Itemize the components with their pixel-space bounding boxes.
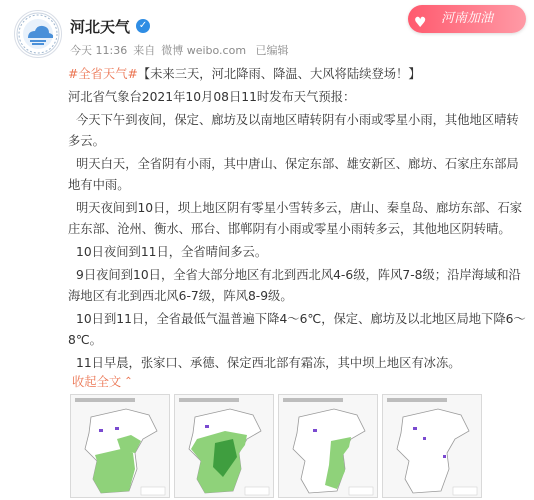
post-meta (70, 42, 295, 58)
post-paragraph: 河北省气象台2021年10月08日11时发布天气预报： (68, 90, 356, 104)
campaign-badge[interactable] (408, 5, 526, 33)
forecast-map-2[interactable] (174, 394, 274, 498)
post-paragraph: 今天下午到夜间，保定、廊坊及以南地区晴转阴有小雨或零星小雨，其他地区晴转多云。 (68, 113, 519, 148)
post-paragraph: 10日夜间到11日，全省晴间多云。 (76, 245, 268, 259)
heart-icon: ♥ (414, 15, 427, 31)
forecast-map-4-graphic (383, 395, 481, 497)
collapse-label: 收起全文 (72, 375, 122, 389)
account-name-row (70, 16, 150, 36)
forecast-map-4[interactable] (382, 394, 482, 498)
post-source[interactable]: 微博 weibo.com (161, 44, 247, 57)
edited-status: 已编辑 (255, 44, 289, 57)
post-time[interactable]: 今天 11:36 (70, 44, 128, 57)
post-title-line (68, 64, 526, 85)
forecast-map-3-graphic (279, 395, 377, 497)
forecast-map-1[interactable] (70, 394, 170, 498)
avatar-logo-icon (15, 11, 61, 57)
post-paragraph: 9日夜间到10日，全省大部分地区有北到西北风4-6级，阵风7-8级；沿岸海域和沿海地区有北到西北风6-7级，阵风8-9级。 (68, 268, 521, 303)
post-header (0, 0, 534, 64)
collapse-full-text-link[interactable] (72, 372, 133, 390)
chevron-up-icon: ⌃ (124, 375, 133, 387)
image-grid (68, 394, 528, 500)
forecast-map-3[interactable] (278, 394, 378, 498)
post-title: 【未来三天，河北降雨、降温、大风将陆续登场！】 (137, 67, 421, 81)
verified-icon: ✓ (136, 19, 150, 33)
post-content (68, 64, 526, 376)
forecast-map-1-graphic (71, 395, 169, 497)
badge-text: 河南加油 (440, 11, 493, 26)
account-name[interactable]: 河北天气 (70, 17, 131, 36)
hashtag-link[interactable]: #全省天气# (68, 67, 138, 81)
post-paragraph: 明天夜间到10日，坝上地区阴有零星小雪转多云，唐山、秦皇岛、廊坊东部、石家庄东部、沧州、衡水、邢台、邯郸阴有小雨或零星小雨转多云，其他地区阴转晴。 (68, 201, 523, 236)
forecast-map-2-graphic (175, 395, 273, 497)
post-paragraph: 10日到11日，全省最低气温普遍下降4～6℃，保定、廊坊及以北地区局地下降6～8℃。 (68, 312, 526, 347)
source-prefix: 来自 (133, 44, 156, 57)
post-paragraph: 明天白天，全省阴有小雨，其中唐山、保定东部、雄安新区、廊坊、石家庄东部局地有中雨。 (68, 157, 519, 192)
avatar[interactable] (14, 10, 62, 58)
post-paragraph: 11日早晨，张家口、承德、保定西北部有霜冻，其中坝上地区有冰冻。 (76, 356, 461, 370)
